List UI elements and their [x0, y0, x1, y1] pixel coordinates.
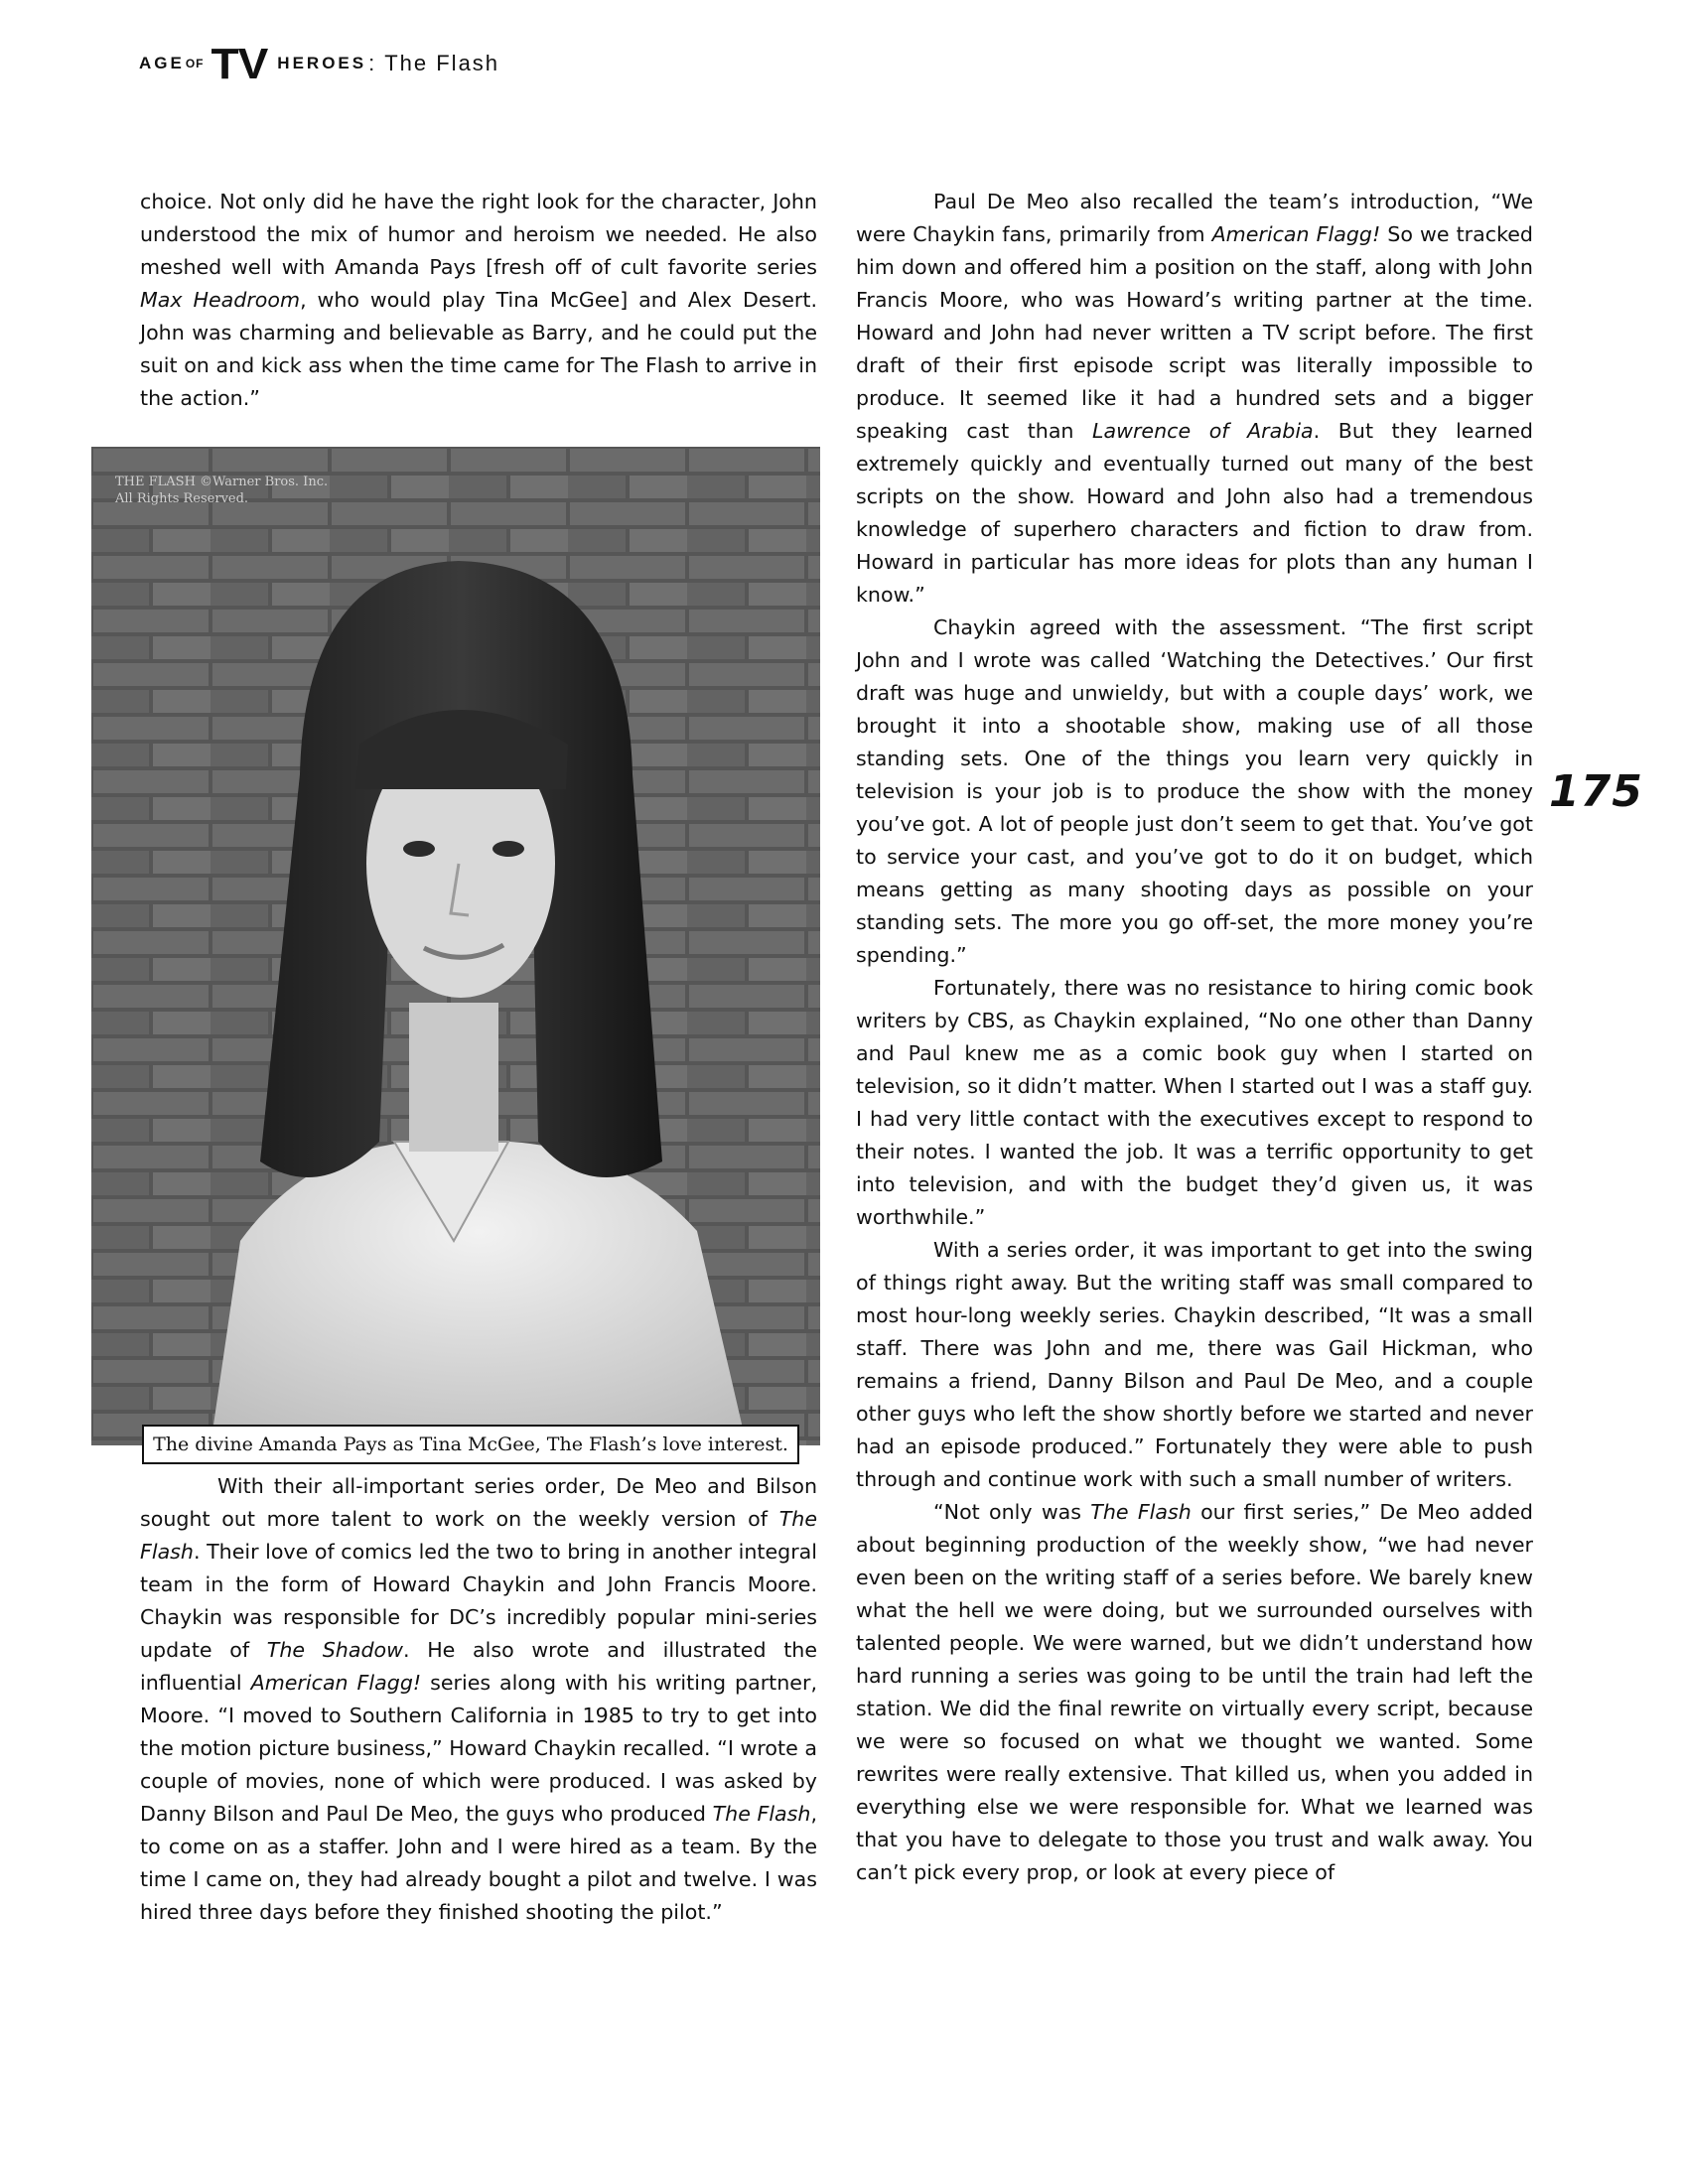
credit-line: THE FLASH ©Warner Bros. Inc.: [115, 475, 329, 489]
paragraph: [140, 186, 817, 415]
italic-title: American Flagg!: [250, 1671, 422, 1695]
italic-title: The Flash: [1090, 1500, 1192, 1524]
header-heroes: HEROES: [277, 54, 367, 72]
left-column-bottom: [140, 1470, 817, 1929]
page-number: 175: [1549, 766, 1643, 817]
credit-line: All Rights Reserved.: [115, 491, 249, 506]
text-run: , to come on as a staffer. John and I were hired as a team. By the time I came on, they had already bought a pilot and twelve. I was hired three days before they finished shooting the pilot.”: [140, 1802, 817, 1924]
text-run: choice. Not only did he have the right look for the character, John understood the mix of humor and heroism we needed. He also meshed well with Amanda Pays [fresh off of cult favorite series: [140, 190, 817, 279]
italic-title: The Flash: [712, 1802, 811, 1826]
italic-title: Max Headroom: [140, 288, 301, 312]
header-colon: :: [368, 51, 377, 75]
paragraph: [856, 1496, 1533, 1889]
text-run: our first series,” De Meo added about beginning production of the weekly show, “we had never even been on the writing staff of a series before. We barely knew what the hell we were doing, but we surrounded ourselves with talented people. We were warned, but we didn’t understand how hard running a series was going to be until the train had left the station. We did the final rewrite on virtually every script, because we were so focused on what we thought we wanted. Some rewrites were really extensive. That killed us, when you added in everything else we were responsible for. What we learned was that you have to delegate to those you trust and walk away. You can’t pick every prop, or look at every piece of: [856, 1500, 1533, 1884]
text-run: “Not only was: [933, 1500, 1091, 1524]
header-book-title: The Flash: [384, 51, 500, 75]
italic-title: Lawrence of Arabia: [1092, 419, 1314, 443]
header-of: OF: [185, 57, 205, 70]
right-column: [856, 186, 1533, 1889]
photo-amanda-pays: [91, 447, 820, 1445]
photo-credit: [115, 474, 413, 507]
text-run: . But they learned extremely quickly and eventually turned out many of the best scripts on the show. Howard and John also had a tremendous knowledge of superhero characters and fiction to draw from. Howard in particular has more ideas for plots than any human I know.”: [856, 419, 1533, 607]
text-run: So we tracked him down and offered him a position on the staff, along with John Francis Moore, who was Howard’s writing partner at the time. Howard and John had never written a TV script before. The first draft of their first episode script was literally impossible to produce. It seemed like it had a hundred sets and a bigger speaking cast than: [856, 222, 1534, 443]
header-tv-logo: TV: [211, 39, 268, 88]
running-header: [139, 39, 500, 88]
text-run: Paul De Meo also recalled the team’s introduction, “We were Chaykin fans, primarily from: [856, 190, 1533, 246]
photo-caption: The divine Amanda Pays as Tina McGee, The Flash’s love interest.: [142, 1425, 799, 1464]
left-column-top: [140, 186, 817, 415]
text-run: With their all-important series order, De Meo and Bilson sought out more talent to work on the weekly version of: [140, 1474, 817, 1531]
italic-title: The Shadow: [266, 1638, 403, 1662]
paragraph: Fortunately, there was no resistance to hiring comic book writers by CBS, as Chaykin explained, “No one other than Danny and Paul knew me as a comic book guy when I started on television, so it didn’t matter. When I started out I was a staff guy. I had very little contact with the executives except to respond to their notes. I wanted the job. It was a terrific opportunity to get into television, and with the budget they’d given us, it was worthwhile.”: [856, 976, 1533, 1229]
italic-title: The Flash: [140, 1507, 817, 1564]
text-run: series along with his writing partner, Moore. “I moved to Southern California in 1985 to try to get into the motion picture business,” Howard Chaykin recalled. “I wrote a couple of movies, none of which were produced. I was asked by Danny Bilson and Paul De Meo, the guys who produced: [140, 1671, 817, 1826]
paragraph: [140, 1470, 817, 1929]
text-run: . He also wrote and illustrated the influential: [140, 1638, 817, 1695]
header-age: AGE: [139, 54, 185, 72]
text-run: , who would play Tina McGee] and Alex Desert. John was charming and believable as Barry, and he could put the suit on and kick ass when the time came for The Flash to arrive in the action.”: [140, 288, 818, 410]
italic-title: American Flagg!: [1211, 222, 1381, 246]
paragraph: Chaykin agreed with the assessment. “The first script John and I wrote was called ‘Watching the Detectives.’ Our first draft was huge and unwieldy, but with a couple days’ work, we brought it into a shootable show, making use of all those standing sets. One of the things you learn very quickly in television is your job is to produce the show with the money you’ve got. A lot of people just don’t seem to get that. You’ve got to service your cast, and you’ve got to do it on budget, which means getting as many shooting days as possible on your standing sets. The more you go off-set, the more money you’re spending.”: [856, 615, 1533, 967]
paragraph: With a series order, it was important to get into the swing of things right away. But the writing staff was small compared to most hour-long weekly series. Chaykin described, “It was a small staff. There was John and me, there was Gail Hickman, who remains a friend, Danny Bilson and Paul De Meo, and a couple other guys who left the show shortly before we started and never had an episode produced.” Fortunately they were able to push through and continue work with such a small number of writers.: [856, 1238, 1533, 1491]
text-run: . Their love of comics led the two to bring in another integral team in the form of Howard Chaykin and John Francis Moore. Chaykin was responsible for DC’s incredibly popular mini-series update of: [140, 1540, 817, 1662]
portrait-illustration: [91, 447, 820, 1445]
paragraph: [856, 186, 1533, 612]
